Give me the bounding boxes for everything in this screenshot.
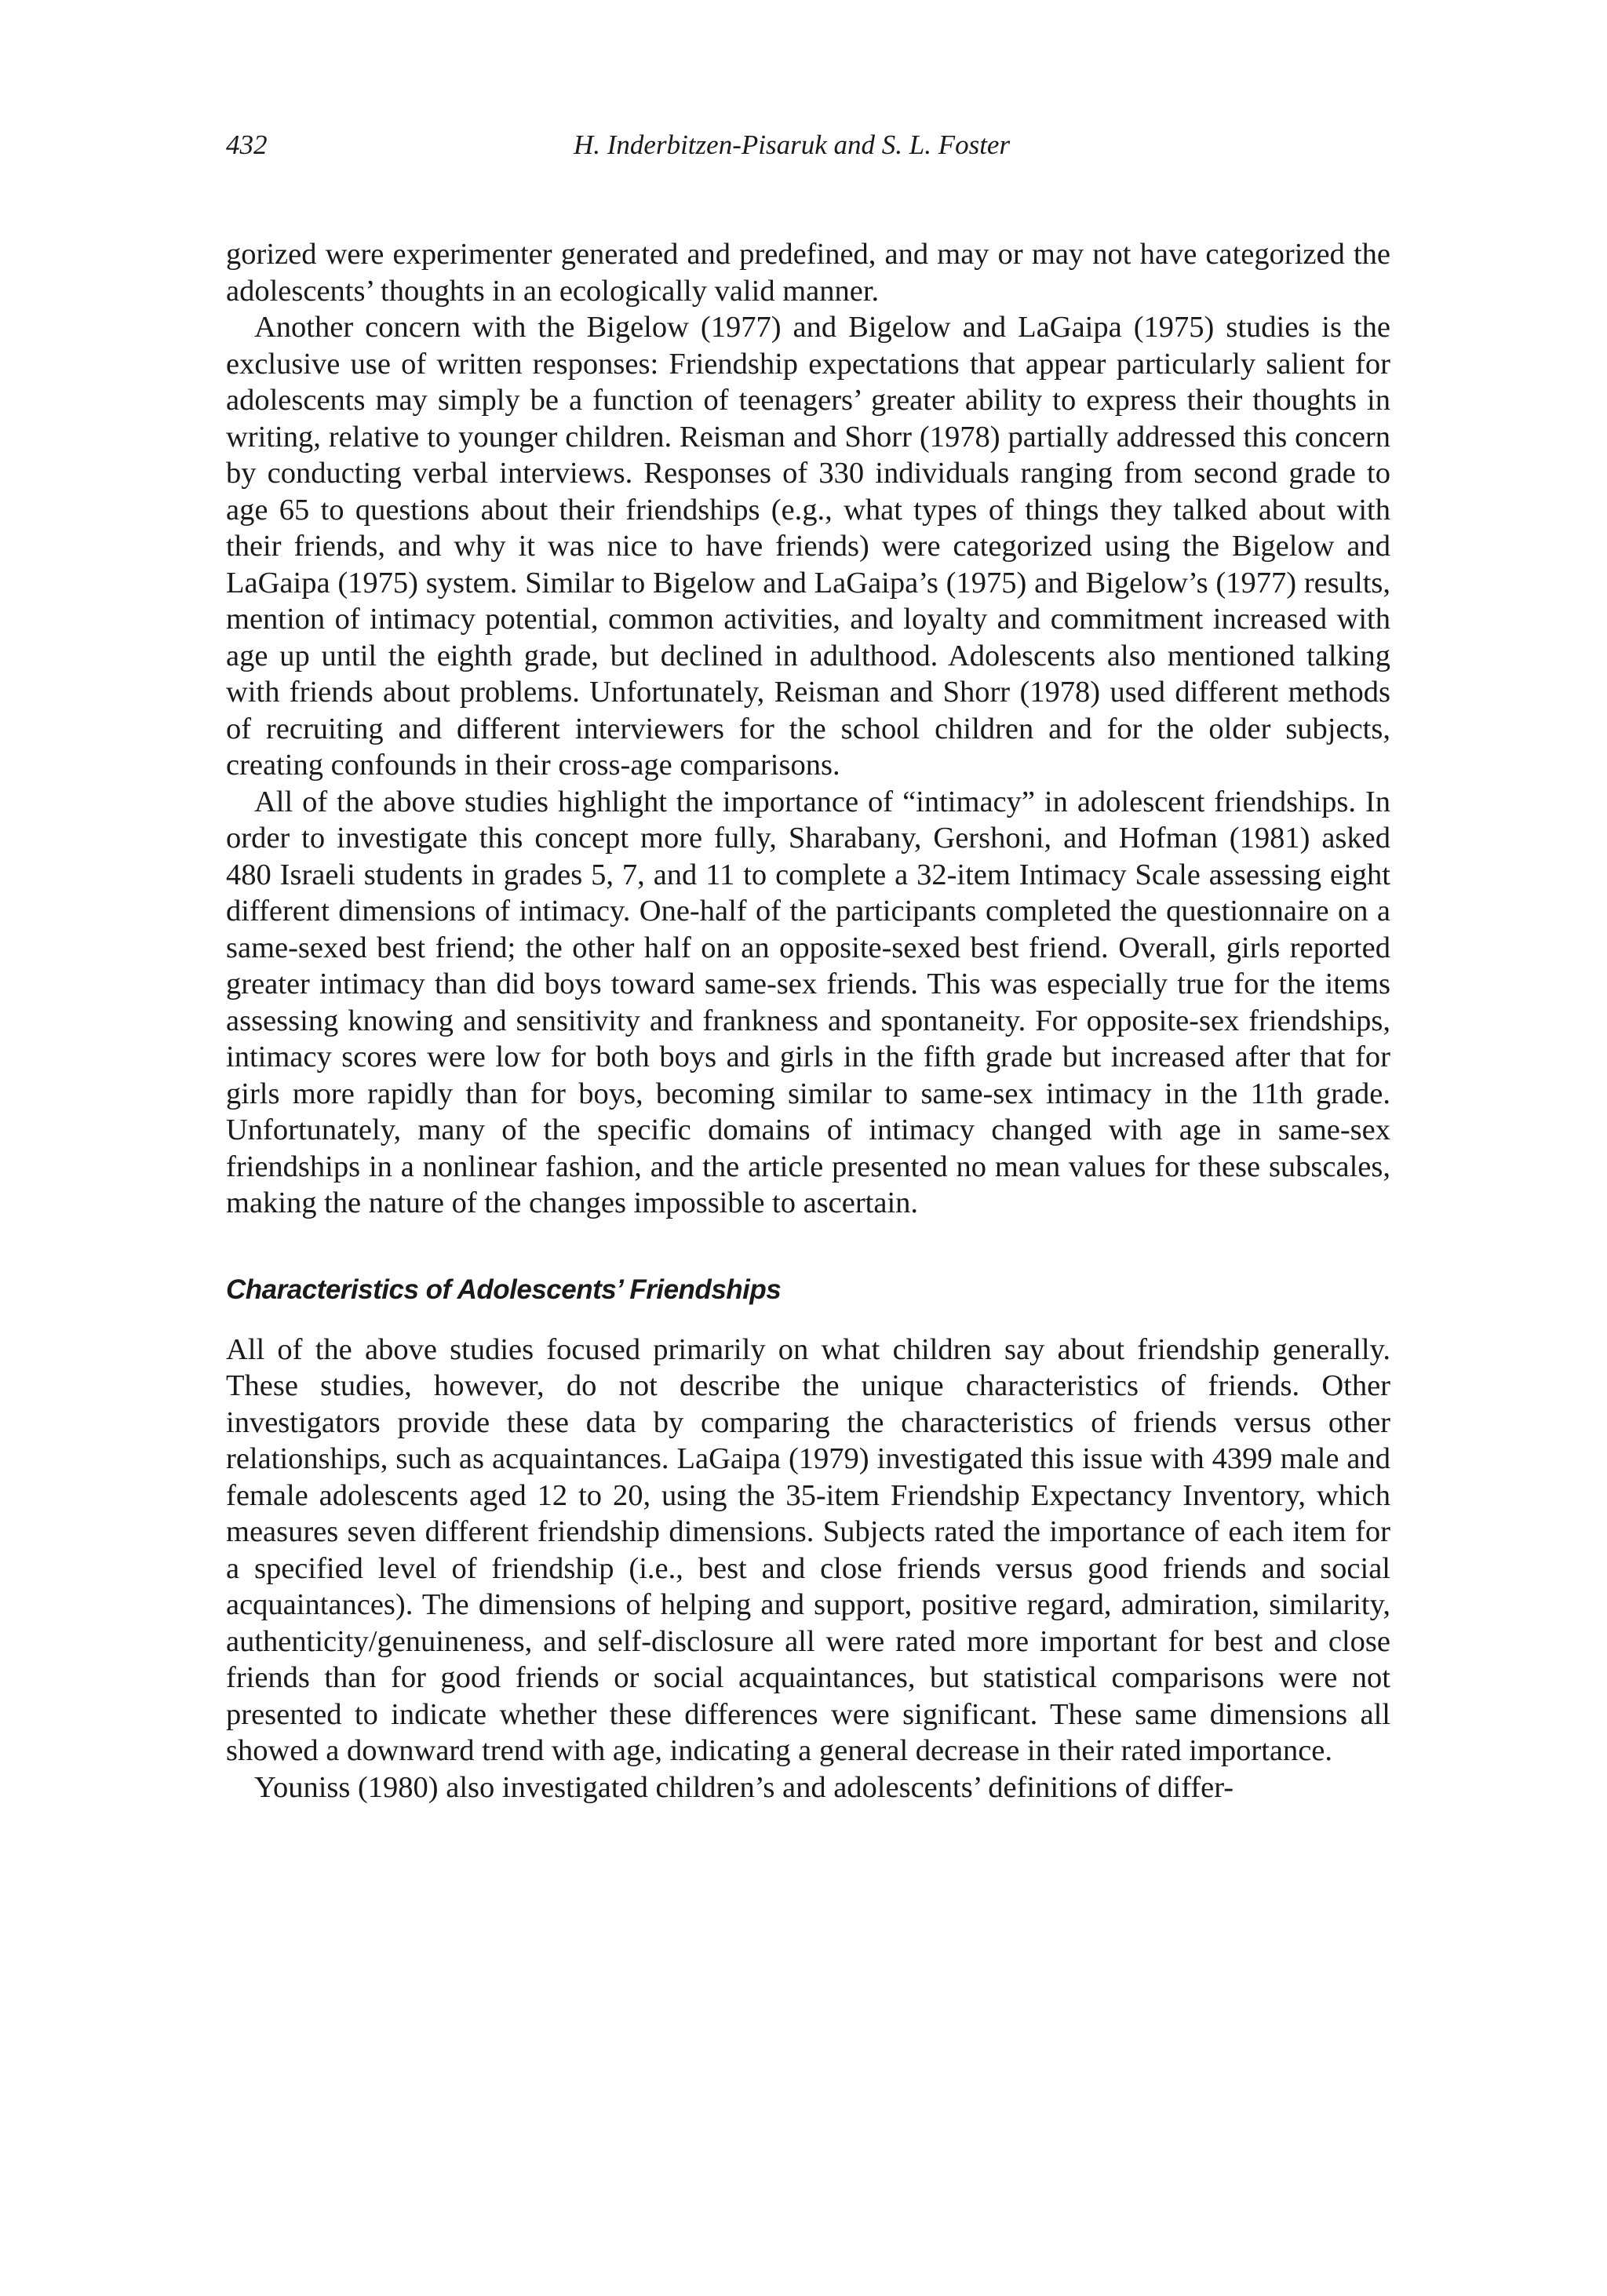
paragraph: Youniss (1980) also investigated children’s and adolescents’ definitions of differ-: [254, 1770, 1234, 1804]
running-head-authors: H. Inderbitzen-Pisaruk and S. L. Foster: [574, 129, 1011, 160]
paragraph: Another concern with the Bigelow (1977) and Bigelow and LaGaipa (1975) studies is the exclusive use of written responses: Friendship expectations that appear particularly salient for adolescents may simply be a function of teenagers’ greater ability to express their thoughts in writing, relative to younger children. Reisman and Shorr (1978) partially addressed this concern by conducting verbal interviews. Responses of 330 individuals ranging from second grade to age 65 to questions about their friendships (e.g., what types of things they talked about with their friends, and why it was nice to have friends) were categorized using the Bigelow and LaGaipa (1975) system. Similar to Bigelow and LaGaipa’s (1975) and Bigelow’s (1977) results, mention of intimacy potential, common activities, and loyalty and commitment increased with age up until the eighth grade, but declined in adulthood. Adolescents also mentioned talking with friends about problems. Unfortunately, Reisman and Shorr (1978) used different methods of recruiting and different interviewers for the school children and for the older subjects, creating confounds in their cross-age comparisons.: [226, 311, 1390, 782]
body-text: [226, 236, 1390, 1806]
running-head: [226, 129, 1390, 177]
paragraph: gorized were experimenter generated and predefined, and may or may not have categorized the adolescents’ thoughts in an ecologically valid manner.: [226, 238, 1390, 308]
page: [226, 129, 1390, 1806]
page-number: 432: [226, 129, 268, 160]
paragraph: All of the above studies focused primarily on what children say about friendship generally. These studies, however, do not describe the unique characteristics of friends. Other investigators provide these data by comparing the characteristics of friends versus other relationships, such as acquaintances. LaGaipa (1979) investigated this issue with 4399 male and female adolescents aged 12 to 20, using the 35-item Friendship Expectancy Inventory, which measures seven different friendship dimensions. Subjects rated the importance of each item for a specified level of friendship (i.e., best and close friends versus good friends and social acquaintances). The dimensions of helping and support, positive regard, admiration, similarity, authenticity/genuineness, and self-disclosure all were rated more important for best and close friends than for good friends or social acquaintances, but statistical comparisons were not presented to indicate whether these differences were significant. These same dimensions all showed a downward trend with age, indicating a general decrease in their rated importance.: [226, 1332, 1390, 1767]
section-heading: Characteristics of Adolescents’ Friendships: [226, 1274, 782, 1305]
paragraph: All of the above studies highlight the importance of “intimacy” in adolescent friendships. In order to investigate this concept more fully, Sharabany, Gershoni, and Hofman (1981) asked 480 Israeli students in grades 5, 7, and 11 to complete a 32-item Intimacy Scale assessing eight different dimensions of intimacy. One-half of the participants completed the questionnaire on a same-sexed best friend; the other half on an opposite-sexed best friend. Overall, girls reported greater intimacy than did boys toward same-sex friends. This was especially true for the items assessing knowing and sensitivity and frankness and spontaneity. For opposite-sex friendships, intimacy scores were low for both boys and girls in the fifth grade but increased after that for girls more rapidly than for boys, becoming similar to same-sex intimacy in the 11th grade. Unfortunately, many of the specific domains of intimacy changed with age in same-sex friendships in a nonlinear fashion, and the article presented no mean values for these subscales, making the nature of the changes impossible to ascertain.: [226, 785, 1390, 1219]
